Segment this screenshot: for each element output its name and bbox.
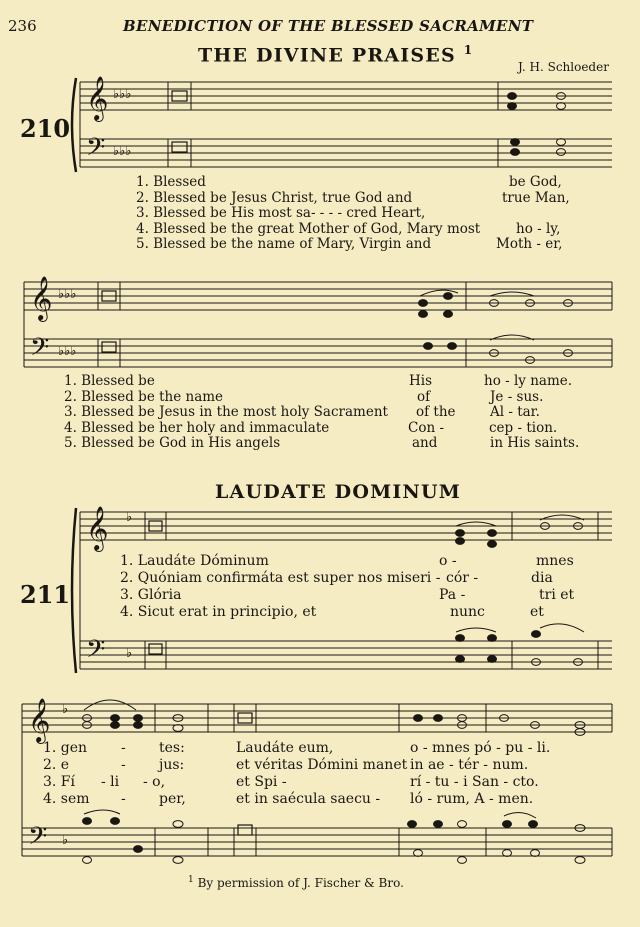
hymn-210-verses-2 [64, 374, 609, 452]
lyric-syllable: jus: [159, 757, 185, 773]
lyric-line: 1. Laudáte Dóminum [120, 553, 269, 569]
lyric-syllable: 4. sem [43, 791, 90, 807]
lyric-line-end: Je - sus. [490, 388, 544, 405]
lyric-syllable: rí - tu - i San - cto. [410, 774, 539, 790]
page-number: 236 [8, 17, 37, 35]
lyric-line-mid: o - [439, 553, 457, 569]
lyric-syllable: in ae - tér - num. [410, 757, 529, 773]
lyric-line: 4. Blessed be the great Mother of God, Mary most [136, 220, 481, 237]
hymn-211-verses-1 [120, 553, 600, 621]
lyric-line-end: ho - ly name. [484, 373, 573, 389]
lyric-line: 5. Blessed be the name of Mary, Virgin and [136, 236, 432, 253]
lyric-line-end: dia [531, 570, 553, 586]
lyric-syllable: o - mnes pó - pu - li. [410, 740, 551, 756]
lyric-line-end: ho - ly, [516, 220, 561, 237]
lyric-line: 4. Sicut erat in principio, et [120, 604, 317, 620]
svg-text:♭♭♭: ♭♭♭ [113, 144, 132, 159]
hymn-210-system-2-staves [24, 282, 612, 367]
hymn-211-number: 211 [20, 580, 71, 609]
lyric-line-end: cep - tion. [489, 419, 558, 436]
lyric-syllable: et véritas Dómini manet [236, 757, 408, 773]
svg-text:𝄢: 𝄢 [28, 822, 48, 857]
lyric-line: 5. Blessed be God in His angels [64, 435, 281, 452]
svg-text:𝄞: 𝄞 [30, 276, 53, 320]
footnote-mark: 1 [188, 875, 194, 885]
lyric-syllable: - o, [143, 774, 166, 790]
lyric-syllable: et in saécula saecu - [236, 791, 381, 807]
hymn-210-system-2-notes [30, 276, 573, 368]
svg-text:𝄞: 𝄞 [86, 76, 109, 120]
lyric-syllable: - [121, 740, 126, 756]
lyric-line-mid: cór - [446, 570, 479, 586]
lyric-syllable: tes: [159, 740, 185, 756]
svg-text:𝄢: 𝄢 [86, 133, 106, 168]
lyric-line: 1. Blessed [136, 174, 206, 190]
hymn-211-title: LAUDATE DOMINUM [215, 481, 461, 503]
footnote-reference: 1 [463, 43, 474, 57]
lyric-line: 3. Blessed be His most sa- - - - cred Heart, [136, 205, 426, 222]
svg-text:𝄞: 𝄞 [86, 506, 109, 550]
lyric-line: 3. Blessed be Jesus in the most holy Sacrament [64, 404, 388, 421]
footnote-text: By permission of J. Fischer & Bro. [197, 876, 404, 890]
lyric-line: 2. Quóniam confirmáta est super nos miseri - [120, 570, 441, 586]
lyric-syllable: 3. Fí [43, 774, 75, 790]
svg-text:𝄞: 𝄞 [28, 698, 51, 742]
svg-text:♭♭♭: ♭♭♭ [58, 287, 77, 302]
hymn-211-verses-2 [43, 740, 608, 808]
lyric-line: 1. Blessed be [64, 373, 155, 389]
lyric-line-mid: Con - [408, 419, 445, 436]
lyric-line-end: be God, [509, 174, 562, 190]
lyric-line: 3. Glória [120, 587, 182, 603]
lyric-syllable: 1. gen [43, 740, 88, 756]
running-title: BENEDICTION OF THE BLESSED SACRAMENT [123, 17, 534, 35]
hymn-210-title: THE DIVINE PRAISES $^1$ [198, 43, 474, 67]
lyric-line: 2. Blessed be the name [64, 388, 224, 405]
hymn-210-system-1-staves [72, 78, 612, 172]
hymn-210-system-1-notes [86, 76, 566, 168]
lyric-line: 4. Blessed be her holy and immaculate [64, 419, 330, 436]
hymn-210-verses-1 [136, 175, 586, 253]
lyric-line-end: true Man, [502, 189, 570, 206]
lyric-syllable: - li [101, 774, 120, 790]
hymn-210-number: 210 [20, 114, 71, 143]
lyric-line-mid: His [409, 373, 433, 389]
svg-text:♭♭♭: ♭♭♭ [58, 344, 77, 359]
lyric-line: 2. Blessed be Jesus Christ, true God and [136, 189, 413, 206]
lyric-line-end: Moth - er, [496, 236, 563, 253]
lyric-line-mid: Pa - [439, 587, 466, 603]
lyric-syllable: Laudáte eum, [236, 740, 334, 756]
composer: J. H. Schloeder [518, 60, 609, 74]
svg-text:♭: ♭ [62, 833, 69, 848]
lyric-syllable: per, [159, 791, 186, 807]
lyric-line-end: tri et [539, 587, 575, 603]
footnote [188, 875, 404, 890]
lyric-syllable: 2. e [43, 757, 70, 773]
lyric-syllable: et Spi - [236, 774, 287, 790]
svg-text:♭: ♭ [126, 510, 133, 525]
lyric-line-mid: of [417, 388, 431, 405]
svg-text:𝄢: 𝄢 [86, 635, 106, 670]
lyric-line-end: Al - tar. [490, 404, 540, 421]
lyric-syllable: - [121, 757, 126, 773]
lyric-line-end: et [530, 604, 544, 620]
lyric-line-mid: and [412, 435, 438, 452]
lyric-syllable: ló - rum, A - men. [410, 791, 534, 807]
lyric-line-end: in His saints. [490, 435, 580, 452]
svg-text:♭: ♭ [62, 702, 69, 717]
lyric-syllable: - [121, 791, 126, 807]
svg-text:♭: ♭ [126, 646, 133, 661]
lyric-line-mid: nunc [450, 604, 485, 620]
lyric-line-end: mnes [536, 553, 574, 569]
svg-text:♭♭♭: ♭♭♭ [113, 87, 132, 102]
lyric-line-mid: of the [416, 404, 456, 421]
svg-text:𝄢: 𝄢 [30, 333, 50, 368]
